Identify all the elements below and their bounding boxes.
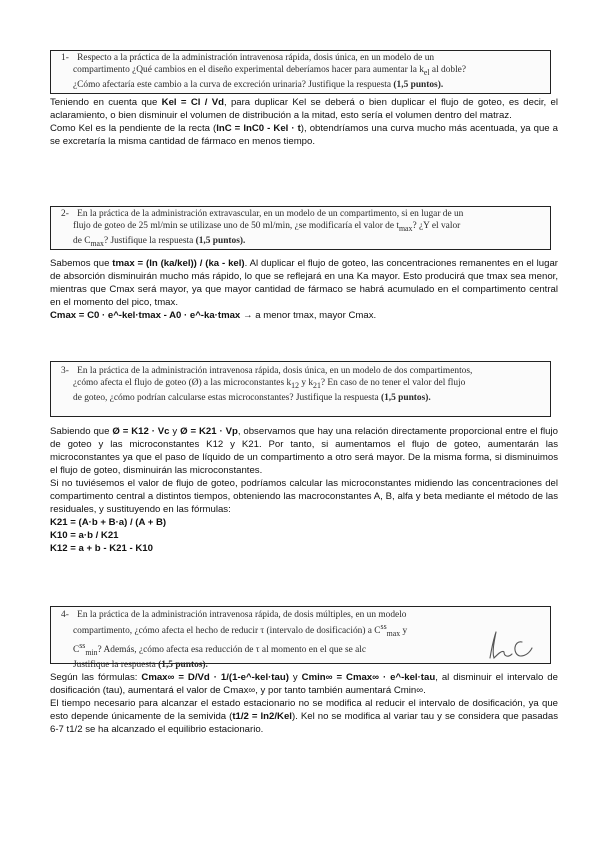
question-2-line-3: de $C_{max}$? Justifique la respuesta (1,5 puntos).: [73, 235, 246, 248]
formula: lnC = lnC0 - Kel · t: [216, 123, 301, 134]
question-points: (1,5 puntos).: [195, 235, 246, 246]
question-points: (1,5 puntos).: [380, 392, 431, 403]
question-1-line-1: 1- Respecto a la práctica de la administración intravenosa rápida, dosis única, en un modelo de un: [61, 53, 435, 63]
answer-1-paragraph-1: Teniendo en cuenta que Kel = Cl / Vd, para duplicar Kel se deberá o bien duplicar el flujo de goteo, es decir, el aclaramiento, o bien disminuir el volumen de distribución a la mitad, esto sería el volumen dentro del matraz.: [50, 97, 558, 121]
question-2-line-1: 2- En la práctica de la administración extravascular, en un modelo de un compartimento, si en lugar de un: [61, 209, 464, 219]
handwritten-mark: [470, 628, 560, 664]
question-number: 4-: [61, 610, 69, 620]
formula: Ø = K21 · Vp: [180, 426, 238, 437]
formula: Cmin∞ = Cmax∞ · e^-kel·tau: [301, 672, 436, 683]
answer-4-paragraph-1: Según las fórmulas: Cmax∞ = D/Vd · 1/(1-e^-kel·tau) y Cmin∞ = Cmax∞ · e^-kel·tau, al disminuir el intervalo de dosificación (tau), aumentará el valor de Cmax∞, y por tanto también aumentará Cmin∞.: [50, 672, 558, 696]
question-number: 2-: [61, 209, 69, 219]
question-3-line-1: 3- En la práctica de la administración intravenosa rápida, dosis única, en un modelo de dos compartimentos,: [61, 366, 473, 376]
answer-3-paragraph-2: Si no tuviésemos el valor de flujo de goteo, podríamos calcular las microconstantes midiendo las concentraciones del compartimento central a distintos tiempos, obteniendo las macroconstantes A, B, alfa y beta mediante el método de las residuales, y sustituyendo en las fórmulas:: [50, 478, 558, 515]
answer-3-formula-3: K12 = a + b - K21 - K10: [50, 543, 153, 554]
formula: tmax = (ln (ka/kel)) / (ka - kel): [112, 258, 245, 269]
question-number: 1-: [61, 53, 69, 63]
question-1-line-2: compartimento ¿Qué cambios en el diseño experimental deberíamos hacer para aumentar la $k_{el}$ al doble?: [73, 65, 467, 77]
answer-3: [50, 425, 558, 555]
question-3-line-3: de goteo, ¿cómo podrían calcularse estas microconstantes? Justifique la respuesta (1,5 puntos).: [73, 392, 431, 403]
question-box-1: [50, 50, 551, 94]
question-box-3: [50, 361, 551, 417]
answer-4: [50, 671, 558, 736]
formula: Cmax∞ = D/Vd · 1/(1-e^-kel·tau): [141, 672, 289, 683]
answer-4-paragraph-2: El tiempo necesario para alcanzar el estado estacionario no se modifica al reducir el intervalo de dosificación, ya que esto depende únicamente de la semivida (t1/2 = ln2/Kel). Kel no se modifica al variar tau y se considera que pasadas 6-7 t1/2 se ha alcanzado el equilibrio estacionario.: [50, 698, 559, 735]
answer-3-formula-2: K10 = a·b / K21: [50, 530, 119, 541]
question-number: 3-: [61, 366, 69, 376]
question-box-2: [50, 206, 551, 250]
question-4-line-2: compartimento, ¿cómo afecta el hecho de reducir τ (intervalo de dosificación) a $C^{ss}_{max}$ y: [73, 622, 408, 638]
formula: Ø = K12 · Vc: [112, 426, 170, 437]
question-2-line-2: flujo de goteo de 25 ml/min se utilizase uno de 50 ml/min, ¿se modificaría el valor de $t_{max}$? ¿Y el valor: [73, 221, 461, 233]
question-4-line-1: 4- En la práctica de la administración intravenosa rápida, de dosis múltiples, en un modelo: [61, 610, 407, 620]
answer-3-formula-1: K21 = (A·b + B·a) / (A + B): [50, 517, 167, 528]
answer-2-paragraph-2: Cmax = C0 · e^-kel·tmax - A0 · e^-ka·tmax → a menor tmax, mayor Cmax.: [50, 310, 377, 321]
answer-1-paragraph-2: Como Kel es la pendiente de la recta (lnC = lnC0 - Kel · t), obtendríamos una curva mucho más acentuada, ya que a se excretaría la misma cantidad de fármaco en menos tiempo.: [50, 123, 559, 147]
answer-3-paragraph-1: Sabiendo que Ø = K12 · Vc y Ø = K21 · Vp, observamos que hay una relación directamente proporcional entre el flujo de goteo y las microconstantes K12 y K21. Por tanto, si aumentamos el flujo de goteo, aumentarán las microconstantes ya que el paso de líquido de un compartimento a otro será mayor. De la misma forma, si disminuimos el flujo de goteo, disminuirán las microconstantes.: [50, 426, 558, 476]
question-points: (1,5 puntos).: [158, 660, 208, 670]
answer-2: [50, 257, 558, 322]
question-4-line-3: $C^{ss}_{min}$? Además, ¿cómo afecta esa reducción de τ al momento en el que se alc: [73, 641, 367, 657]
answer-1: [50, 96, 558, 148]
question-1-line-3: ¿Cómo afectaría este cambio a la curva de excreción urinaria? Justifique la respuesta (1,5 puntos).: [73, 79, 444, 90]
question-4-line-4: Justifique la respuesta (1,5 puntos).: [73, 660, 208, 670]
formula: Kel = Cl / Vd: [161, 97, 224, 108]
formula: Cmax = C0 · e^-kel·tmax - A0 · e^-ka·tmax: [50, 310, 241, 321]
question-points: (1,5 puntos).: [393, 79, 444, 90]
answer-2-paragraph-1: Sabemos que tmax = (ln (ka/kel)) / (ka - kel). Al duplicar el flujo de goteo, las concentraciones remanentes en el lugar de absorción disminuirán mucho más rápido, lo que se reflejará en una Ka mayor. Esto producirá que tmax sea menor, mientras que Cmax será mayor, ya que mayor cantidad de fármaco se habrá acumulado en el compartimento central en el momento del pico, tmax.: [50, 258, 558, 308]
question-3-line-2: ¿cómo afecta el flujo de goteo (Ø) a las microconstantes $k_{12}$ y $k_{21}$? En caso de no tener el valor del flujo: [73, 378, 466, 390]
formula: t1/2 = ln2/Kel: [232, 711, 292, 722]
